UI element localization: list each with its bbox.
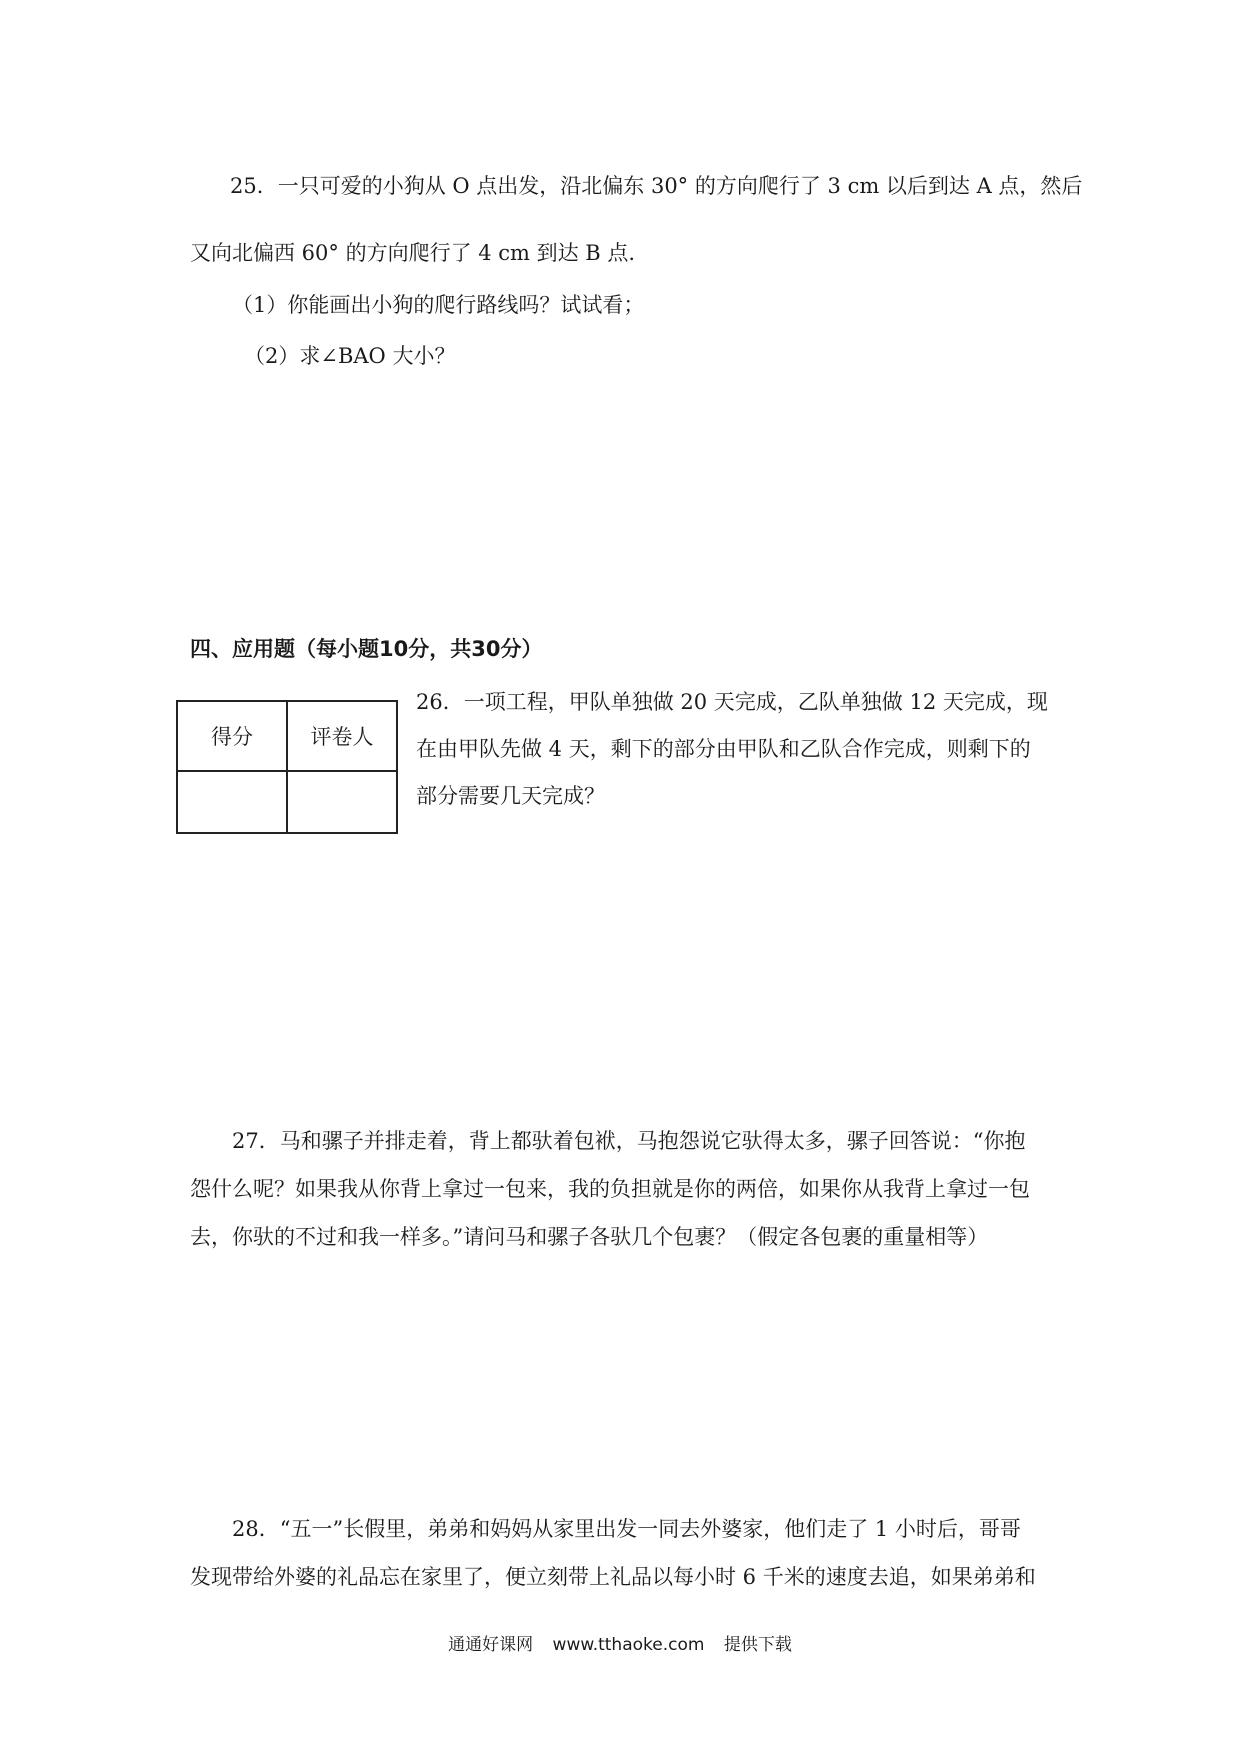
- footer-site-name: 通通好课网: [448, 1635, 534, 1655]
- footer-url[interactable]: www.tthaoke.com: [552, 1635, 705, 1655]
- q26-line-1: 26．一项工程，甲队单独做 20 天完成，乙队单独做 12 天完成，现: [416, 690, 1048, 714]
- score-table: [176, 700, 398, 834]
- grader-cell: [287, 771, 397, 833]
- q28-line-1: 28．“五一”长假里，弟弟和妈妈从家里出发一同去外婆家，他们走了 1 小时后，哥哥: [232, 1517, 1021, 1541]
- q25-line-1: 25．一只可爱的小狗从 O 点出发，沿北偏东 30° 的方向爬行了 3 cm 以后到达 A 点，然后: [230, 174, 1083, 198]
- q28-line-2: 发现带给外婆的礼品忘在家里了，便立刻带上礼品以每小时 6 千米的速度去追，如果弟弟和: [190, 1565, 1036, 1589]
- score-header: 得分: [177, 701, 287, 771]
- section-heading: 四、应用题（每小题10分，共30分）: [190, 637, 543, 661]
- q27-line-2: 怨什么呢？如果我从你背上拿过一包来，我的负担就是你的两倍，如果你从我背上拿过一包: [190, 1177, 1030, 1201]
- page-footer: [0, 1630, 1240, 1655]
- score-cell: [177, 771, 287, 833]
- footer-note: 提供下载: [723, 1635, 792, 1655]
- q25-part-1: （1）你能画出小狗的爬行路线吗？试试看；: [232, 293, 645, 317]
- q26-line-2: 在由甲队先做 4 天，剩下的部分由甲队和乙队合作完成，则剩下的: [416, 737, 1031, 761]
- q27-line-1: 27．马和骡子并排走着，背上都驮着包袱，马抱怨说它驮得太多，骡子回答说：“你抱: [232, 1129, 1026, 1153]
- q25-part-2: （2）求∠BAO 大小？: [244, 344, 456, 368]
- q26-line-3: 部分需要几天完成？: [416, 784, 605, 808]
- grader-header: 评卷人: [287, 701, 397, 771]
- q27-line-3: 去，你驮的不过和我一样多。”请问马和骡子各驮几个包裹？（假定各包裹的重量相等）: [190, 1225, 989, 1249]
- q25-line-2: 又向北偏西 60° 的方向爬行了 4 cm 到达 B 点.: [190, 241, 636, 265]
